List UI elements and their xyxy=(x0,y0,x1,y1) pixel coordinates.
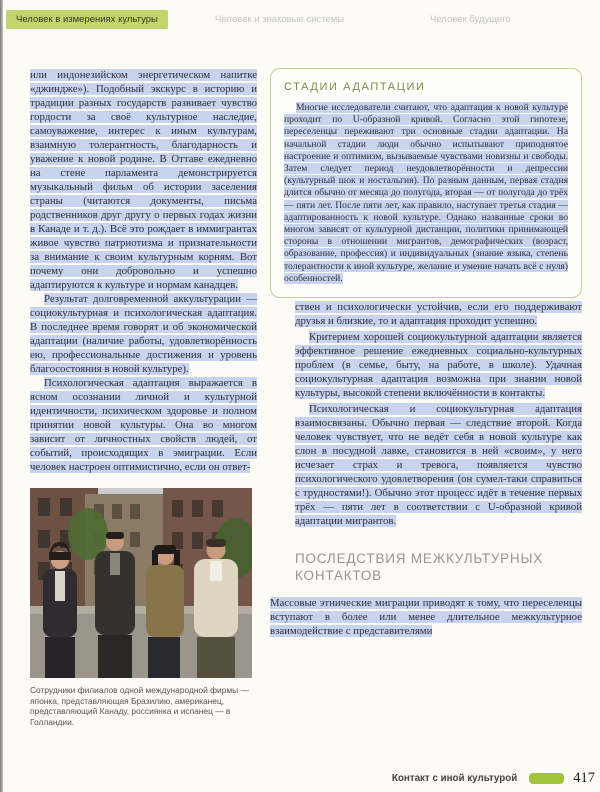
photo-figure xyxy=(30,488,257,727)
paragraph: Психологическая адаптация выражается в ясном осознании личной и культурной идентичности, психическом здоровье и полном принятии новой культуры. Она во многом зависит от личностных свойств людей, от событий, происходящих в эмиграции. Если человек настроен оптимистично, если он ответ- xyxy=(30,377,257,473)
chapter-tab-future: Человек будущего xyxy=(430,14,511,25)
paragraph: ствен и психологически устойчив, если его поддерживают друзья и близкие, то и адаптация проходит успешно. xyxy=(295,301,582,328)
page-footer xyxy=(392,770,600,787)
paragraph: Критерием хорошей социокультурной адаптации является эффективное решение ежедневных социально-культурных проблем (в семье, быту, на работе, в школе). Удачная социокультурная адаптация возможна при знании новой культуры, высокой степени включённости в контакты. xyxy=(295,331,582,400)
green-marker-icon xyxy=(529,773,564,784)
paragraph: или индонезийском энергетическом напитке «джиндже»). Подобный экскурс в историю и традиции разных государств развивает чувство гордости за своё культурное наследие, самоуважение, интерес к иным культурам, взаимную толерантность, благодарность и уважение к новой родине. В Оттаве ежедневно на стене парламента демонстрируется музыкальный фильм об истории заселения страны (читаются документы, письма родственников друг другу о первых годах жизни в Канаде и т. д.). Всё это рождает в иммигрантах живое чувство патриотизма и признательности за внимание к своим культурным корням. Вот почему они добровольно и успешно адаптируются к культуре и нормам канадцев. xyxy=(30,69,257,291)
chapter-tab-current: Человек в измерениях культуры xyxy=(6,10,168,29)
chapter-tab-next: Человек и знаковые системы xyxy=(215,14,345,25)
section-heading: ПОСЛЕДСТВИЯ МЕЖКУЛЬТУРНЫХ КОНТАКТОВ xyxy=(295,551,544,584)
paragraph: Результат долговременной аккультурации — социокультурная и психологическая адаптация. В последнее время говорят и об экономической адаптации (наличие работы, удовлетворённость ею, профессиональные достижения и уровень благосостояния в новой культуре). xyxy=(30,293,257,375)
paragraph: Массовые этнические миграции приводят к тому, что переселенцы вступают в более или менее длительное межкультурное взаимодействие с представителями xyxy=(270,597,582,638)
photo-caption: Сотрудники филиалов одной международной фирмы — японка, представляющая Бразилию, американец, представляющий Канаду, россиянка и испанец — в Голландии. xyxy=(30,685,249,727)
adaptation-stages-box xyxy=(270,68,582,298)
right-column xyxy=(270,68,582,727)
chapter-tabs xyxy=(0,0,600,44)
running-section-title: Контакт с иной культурой xyxy=(391,773,518,784)
page-body xyxy=(0,44,600,727)
book-spine-edge xyxy=(0,0,3,792)
box-title: СТАДИИ АДАПТАЦИИ xyxy=(284,81,426,93)
photo-illustration xyxy=(30,488,252,678)
left-column xyxy=(30,68,257,727)
column-continuation xyxy=(295,300,582,528)
box-paragraph: Многие исследователи считают, что адаптация к новой культуре проходит по U-образной кривой. Согласно этой гипотезе, переселенцы переживают три основные стадии адаптации. На начальной стадии люди обычно испытывают приподнятое настроение и оптимизм, вызываемые чувствами новизны и свободы. Затем следует период неудовлетворённости и депрессии (культурный шок и ностальгия). По разным данным, первая стадия длится обычно от месяца до полугода, вторая — от полугода до трёх — пяти лет. После пяти лет, как правило, наступает третья стадия — адаптированность к новой культуре. Однако названные сроки во многом зависят от культурной дистанции, политики принимающей стороны в отношении мигрантов, демографических (возраст, образование, профессия) и индивидуальных (знание языка, степень толерантности к иной культуре, желание и умение начать всё с нуля) особенностей. xyxy=(284,102,568,284)
paragraph: Психологическая и социокультурная адаптация взаимосвязаны. Обычно первая — следствие второй. Когда человек чувствует, что не ведёт себя в новой культуре как слон в посудной лавке, становится в ней «своим», у него исчезает страх и тревога, появляется чувство психологического удовлетворения (он сумел-таки справиться с трудностями!). Обычно этот процесс идёт в течение первых трёх — пяти лет в соответствии с U-образной кривой адаптации мигрантов. xyxy=(295,403,582,528)
page-number: 417 xyxy=(573,770,595,786)
